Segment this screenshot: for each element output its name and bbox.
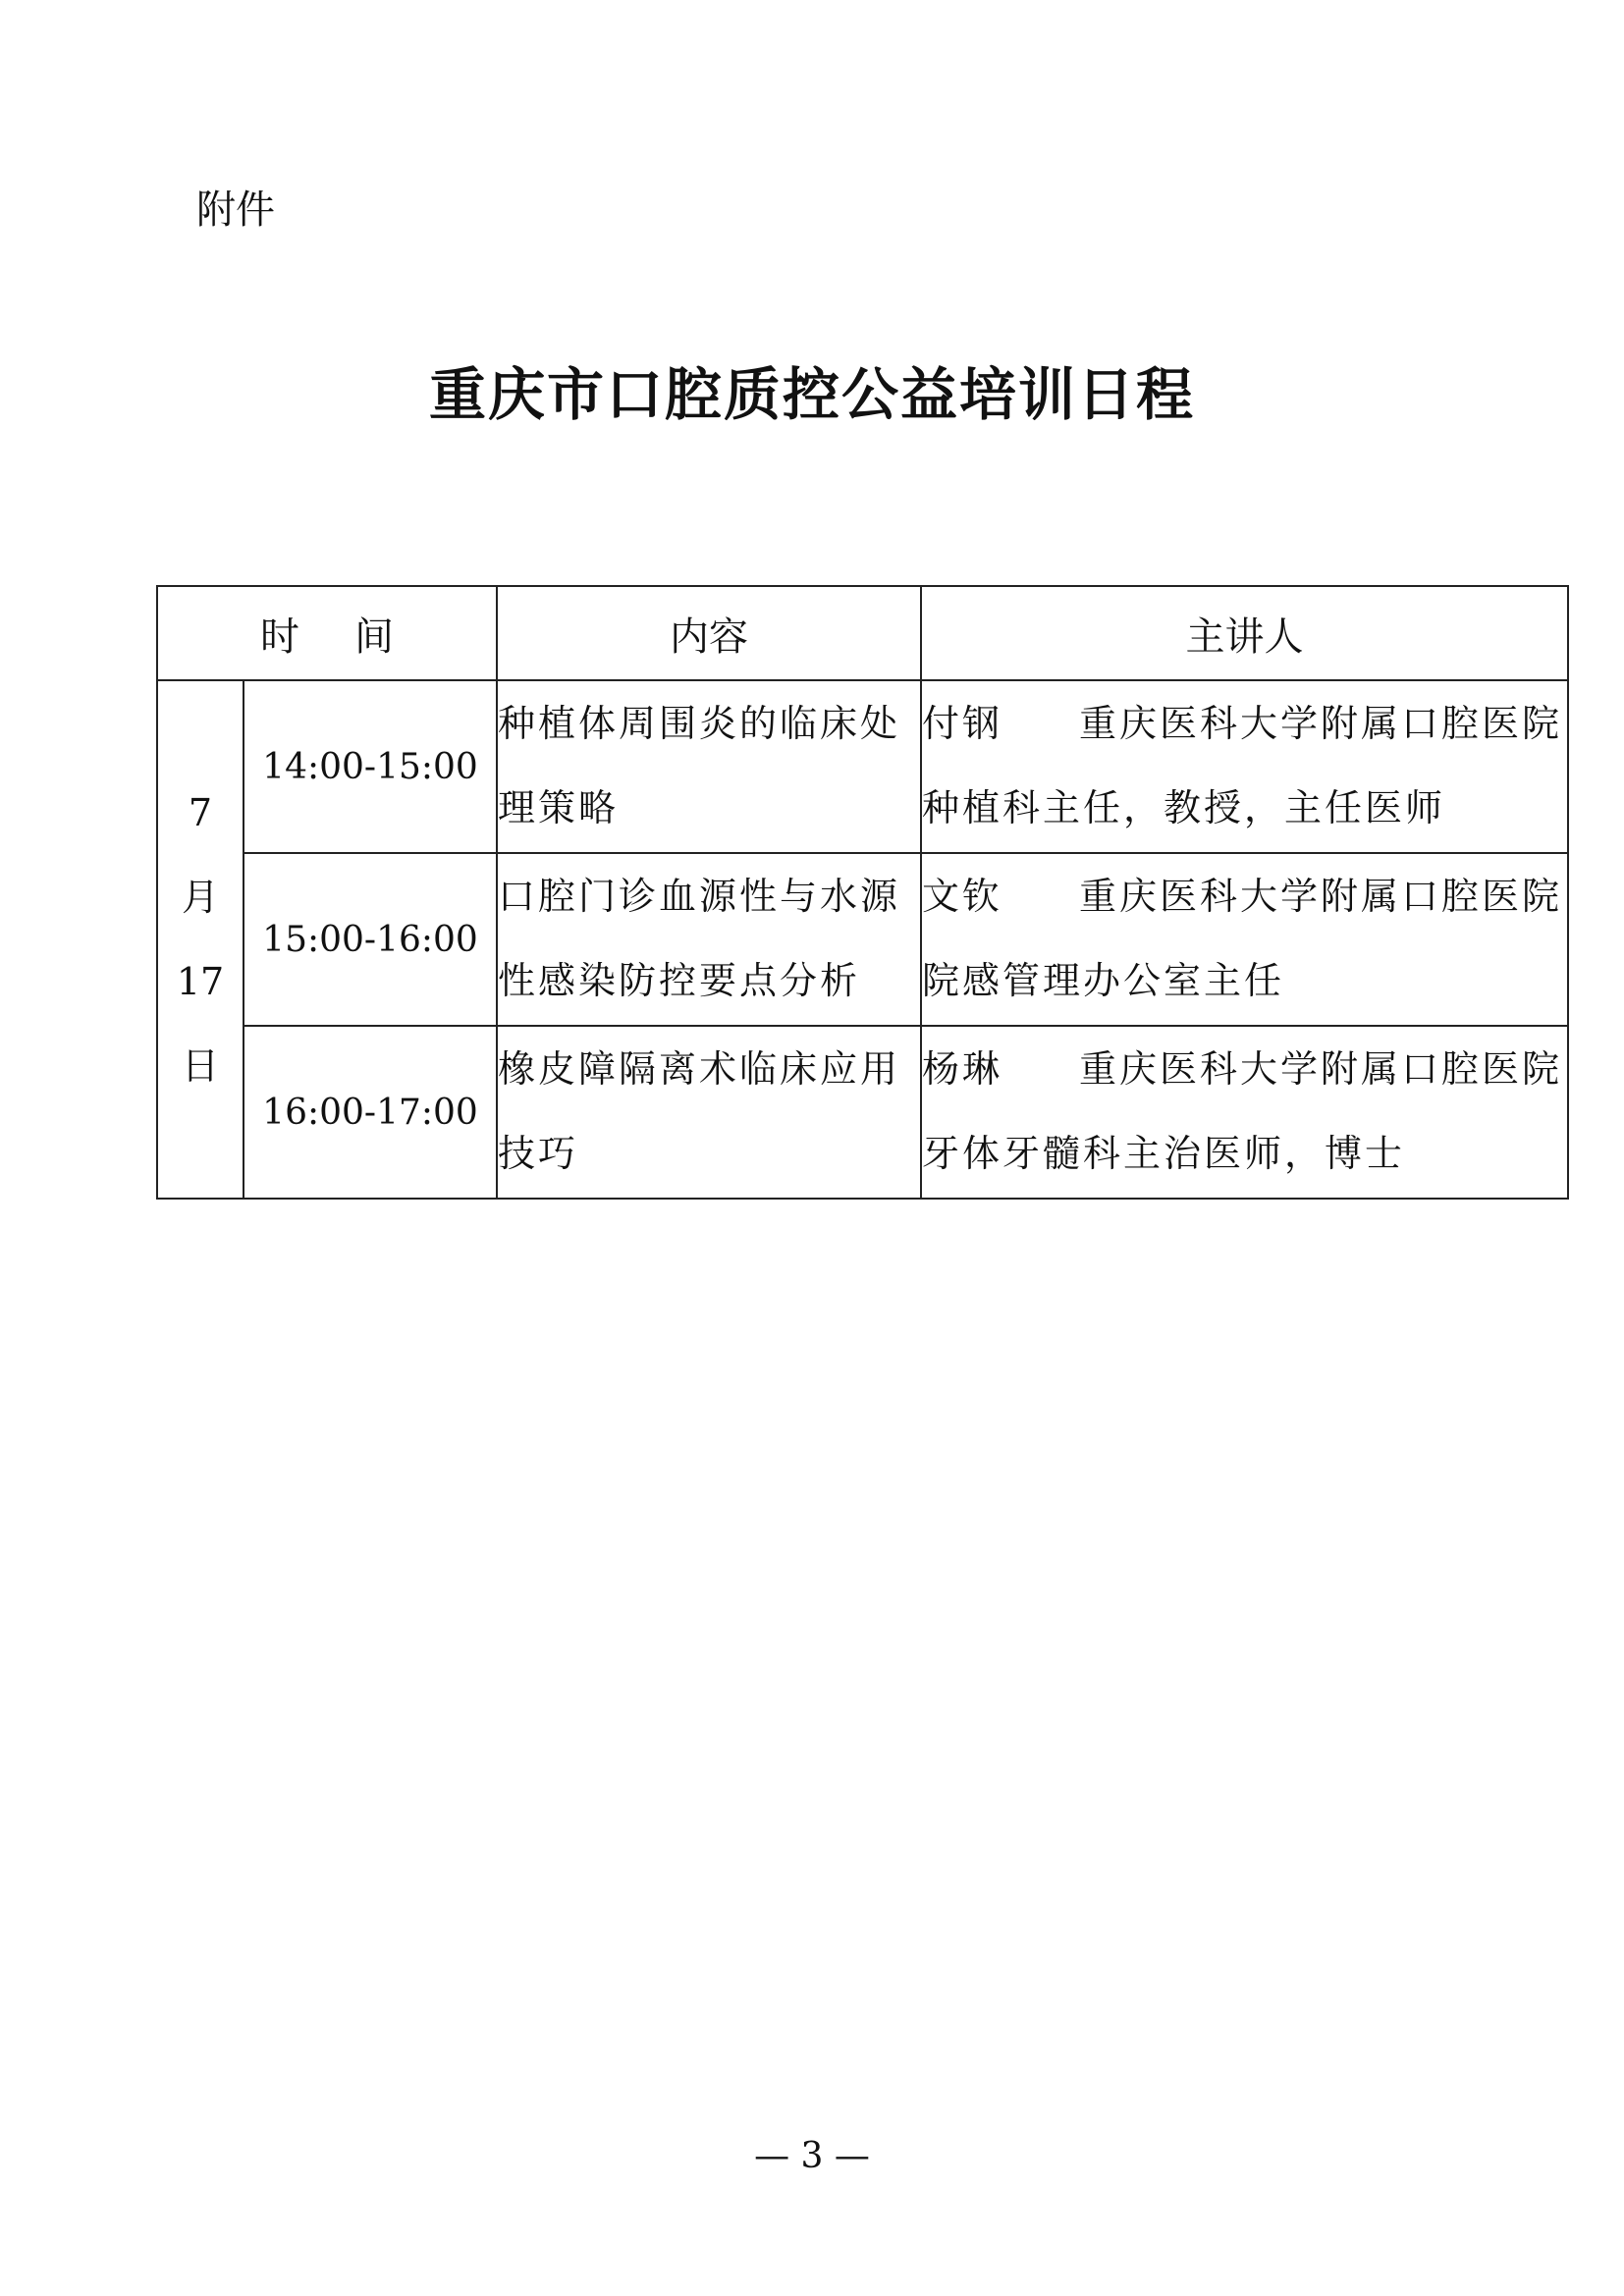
content-cell [497,680,921,853]
speaker-name: 付钢 [922,702,1003,745]
speaker-title: 院感管理办公室主任 [922,959,1285,1002]
content-line: 种植体周围炎的临床处 [498,702,901,745]
schedule-table [156,585,1569,1200]
speaker-cell [921,853,1568,1026]
date-day-char: 日 [181,1044,219,1088]
time-cell: 16:00-17:00 [244,1026,497,1199]
date-month-char: 月 [181,876,219,919]
content-cell [497,853,921,1026]
table-row [157,853,1568,1026]
speaker-org: 重庆医科大学附属口腔医院 [1079,702,1563,745]
speaker-org: 重庆医科大学附属口腔医院 [1079,875,1563,918]
table-row [157,680,1568,853]
table-row [157,1026,1568,1199]
header-time [157,586,497,680]
time-cell: 15:00-16:00 [244,853,497,1026]
content-line: 性感染防控要点分析 [498,959,861,1002]
speaker-name: 文钦 [922,875,1003,918]
speaker-name: 杨琳 [922,1047,1003,1091]
time-cell: 14:00-15:00 [244,680,497,853]
date-month-num: 7 [188,791,213,834]
content-line: 口腔门诊血源性与水源 [498,875,901,918]
page-number: — 3 — [754,2136,870,2176]
content-cell [497,1026,921,1199]
speaker-org: 重庆医科大学附属口腔医院 [1079,1047,1563,1091]
speaker-title: 种植科主任，教授，主任医师 [922,786,1446,829]
header-content: 内容 [497,586,921,680]
content-line: 理策略 [498,786,620,829]
content-line: 技巧 [498,1132,579,1175]
table-header-row [157,586,1568,680]
date-cell [157,680,244,1199]
speaker-title: 牙体牙髓科主治医师，博士 [922,1132,1406,1175]
header-time-label: 时间 [260,614,449,660]
speaker-cell [921,680,1568,853]
date-day-num: 17 [176,960,225,1003]
attachment-label: 附件 [196,187,275,233]
speaker-cell [921,1026,1568,1199]
content-line: 橡皮障隔离术临床应用 [498,1047,901,1091]
page-title: 重庆市口腔质控公益培训日程 [428,361,1195,428]
header-speaker: 主讲人 [921,586,1568,680]
